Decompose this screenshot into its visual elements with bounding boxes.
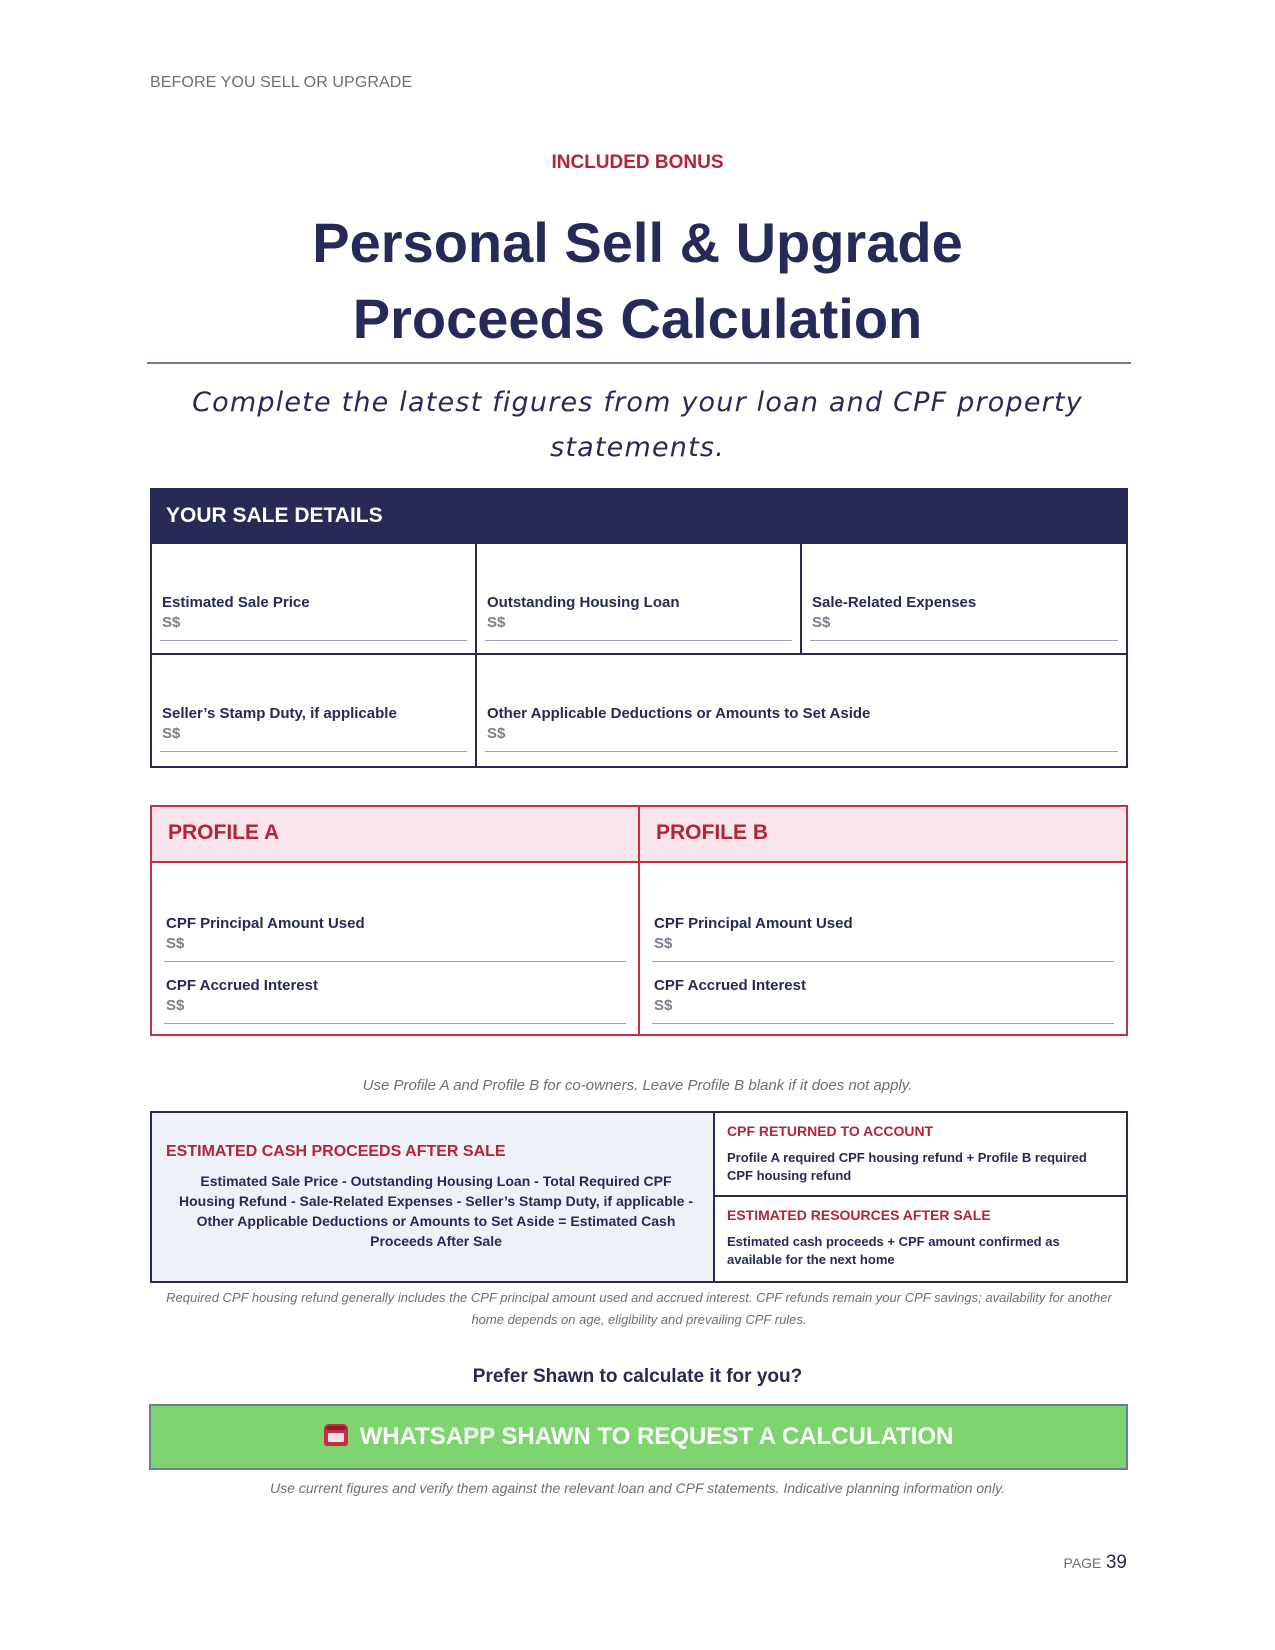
currency-prefix: S$ — [162, 614, 181, 631]
title-divider — [147, 362, 1131, 364]
profile-divider — [638, 807, 640, 1034]
resources-text: Estimated cash proceeds + CPF amount confirmed as available for the next home — [727, 1234, 1060, 1267]
cash-proceeds-formula: Estimated Sale Price - Outstanding Housing Loan - Total Required CPF Housing Refund - Sale-Related Expenses - Seller’s Stamp Duty, if applicable - Other Applicable Deductions or Amounts to Set Aside = Estimated Cash Proceeds After Sale — [179, 1173, 693, 1249]
cpf-returned-title: CPF RETURNED TO ACCOUNT — [727, 1123, 934, 1139]
sale-details-header — [152, 490, 1126, 544]
profile-b-principal-field[interactable] — [644, 863, 1126, 963]
cpf-returned-text: Profile A required CPF housing refund + Profile B required CPF housing refund — [727, 1150, 1087, 1183]
profile-b-header — [640, 807, 1126, 863]
page-label: PAGE — [1063, 1555, 1102, 1571]
estimate-table — [150, 1111, 1128, 1283]
page-number-value: 39 — [1105, 1552, 1127, 1573]
currency-prefix: S$ — [487, 725, 506, 742]
field-label: Seller’s Stamp Duty, if applicable — [162, 705, 397, 722]
profile-b-title: PROFILE B — [656, 821, 769, 844]
profile-a-principal-field[interactable] — [156, 863, 638, 963]
disclaimer: Use current figures and verify them against the relevant loan and CPF statements. Indicative planning information only. — [270, 1480, 1005, 1496]
field-label: CPF Principal Amount Used — [654, 915, 853, 932]
field-estimated-sale-price[interactable] — [152, 544, 475, 653]
page-number — [1064, 1552, 1127, 1574]
cash-proceeds-panel — [152, 1113, 715, 1281]
estimate-row-divider — [715, 1195, 1128, 1197]
field-label: CPF Accrued Interest — [654, 977, 806, 994]
telephone-icon — [324, 1424, 348, 1446]
section-header: BEFORE YOU SELL OR UPGRADE — [150, 74, 413, 91]
input-line — [652, 1023, 1114, 1024]
profiles-table — [150, 805, 1128, 1036]
field-sale-related-expenses[interactable] — [802, 544, 1126, 653]
field-outstanding-housing-loan[interactable] — [477, 544, 800, 653]
sale-details-table — [150, 488, 1128, 768]
resources-title: ESTIMATED RESOURCES AFTER SALE — [727, 1207, 991, 1223]
field-label: CPF Accrued Interest — [166, 977, 318, 994]
input-line — [652, 961, 1114, 962]
profile-note: Use Profile A and Profile B for co-owners. Leave Profile B blank if it does not apply. — [362, 1077, 913, 1094]
currency-prefix: S$ — [487, 614, 506, 631]
sale-details-heading: YOUR SALE DETAILS — [166, 504, 383, 527]
profile-a-header — [152, 807, 638, 863]
input-line — [160, 751, 467, 752]
input-line — [164, 1023, 626, 1024]
profile-a-title: PROFILE A — [168, 821, 280, 844]
cpf-refund-note: Required CPF housing refund generally includes the CPF principal amount used and accrued interest. CPF refunds remain your CPF savings; availability for another home depends on age, eligibility and prevailing CPF rules. — [166, 1290, 1112, 1327]
currency-prefix: S$ — [166, 935, 185, 952]
field-label: Other Applicable Deductions or Amounts to Set Aside — [487, 705, 871, 722]
subtitle: Complete the latest figures from your loan and CPF property statements. — [192, 387, 1083, 463]
currency-prefix: S$ — [654, 997, 673, 1014]
field-other-deductions[interactable] — [477, 655, 1126, 766]
field-label: Estimated Sale Price — [162, 594, 310, 611]
cash-proceeds-title: ESTIMATED CASH PROCEEDS AFTER SALE — [166, 1143, 506, 1160]
cta-prompt: Prefer Shawn to calculate it for you? — [472, 1366, 803, 1387]
field-sellers-stamp-duty[interactable] — [152, 655, 475, 766]
currency-prefix: S$ — [812, 614, 831, 631]
input-line — [810, 640, 1118, 641]
currency-prefix: S$ — [654, 935, 673, 952]
field-label: Outstanding Housing Loan — [487, 594, 680, 611]
currency-prefix: S$ — [166, 997, 185, 1014]
whatsapp-request-button[interactable] — [149, 1404, 1128, 1470]
title-line-1: Personal Sell & Upgrade — [312, 211, 963, 274]
field-label: Sale-Related Expenses — [812, 594, 977, 611]
profile-b-interest-field[interactable] — [644, 965, 1126, 1033]
field-label: CPF Principal Amount Used — [166, 915, 365, 932]
input-line — [485, 751, 1118, 752]
currency-prefix: S$ — [162, 725, 181, 742]
page-title — [0, 205, 1275, 357]
input-line — [485, 640, 792, 641]
title-line-2: Proceeds Calculation — [352, 287, 923, 350]
whatsapp-button-label: WHATSAPP SHAWN TO REQUEST A CALCULATION — [359, 1423, 954, 1450]
input-line — [164, 961, 626, 962]
input-line — [160, 640, 467, 641]
bonus-label: INCLUDED BONUS — [551, 152, 724, 173]
profile-a-interest-field[interactable] — [156, 965, 638, 1033]
